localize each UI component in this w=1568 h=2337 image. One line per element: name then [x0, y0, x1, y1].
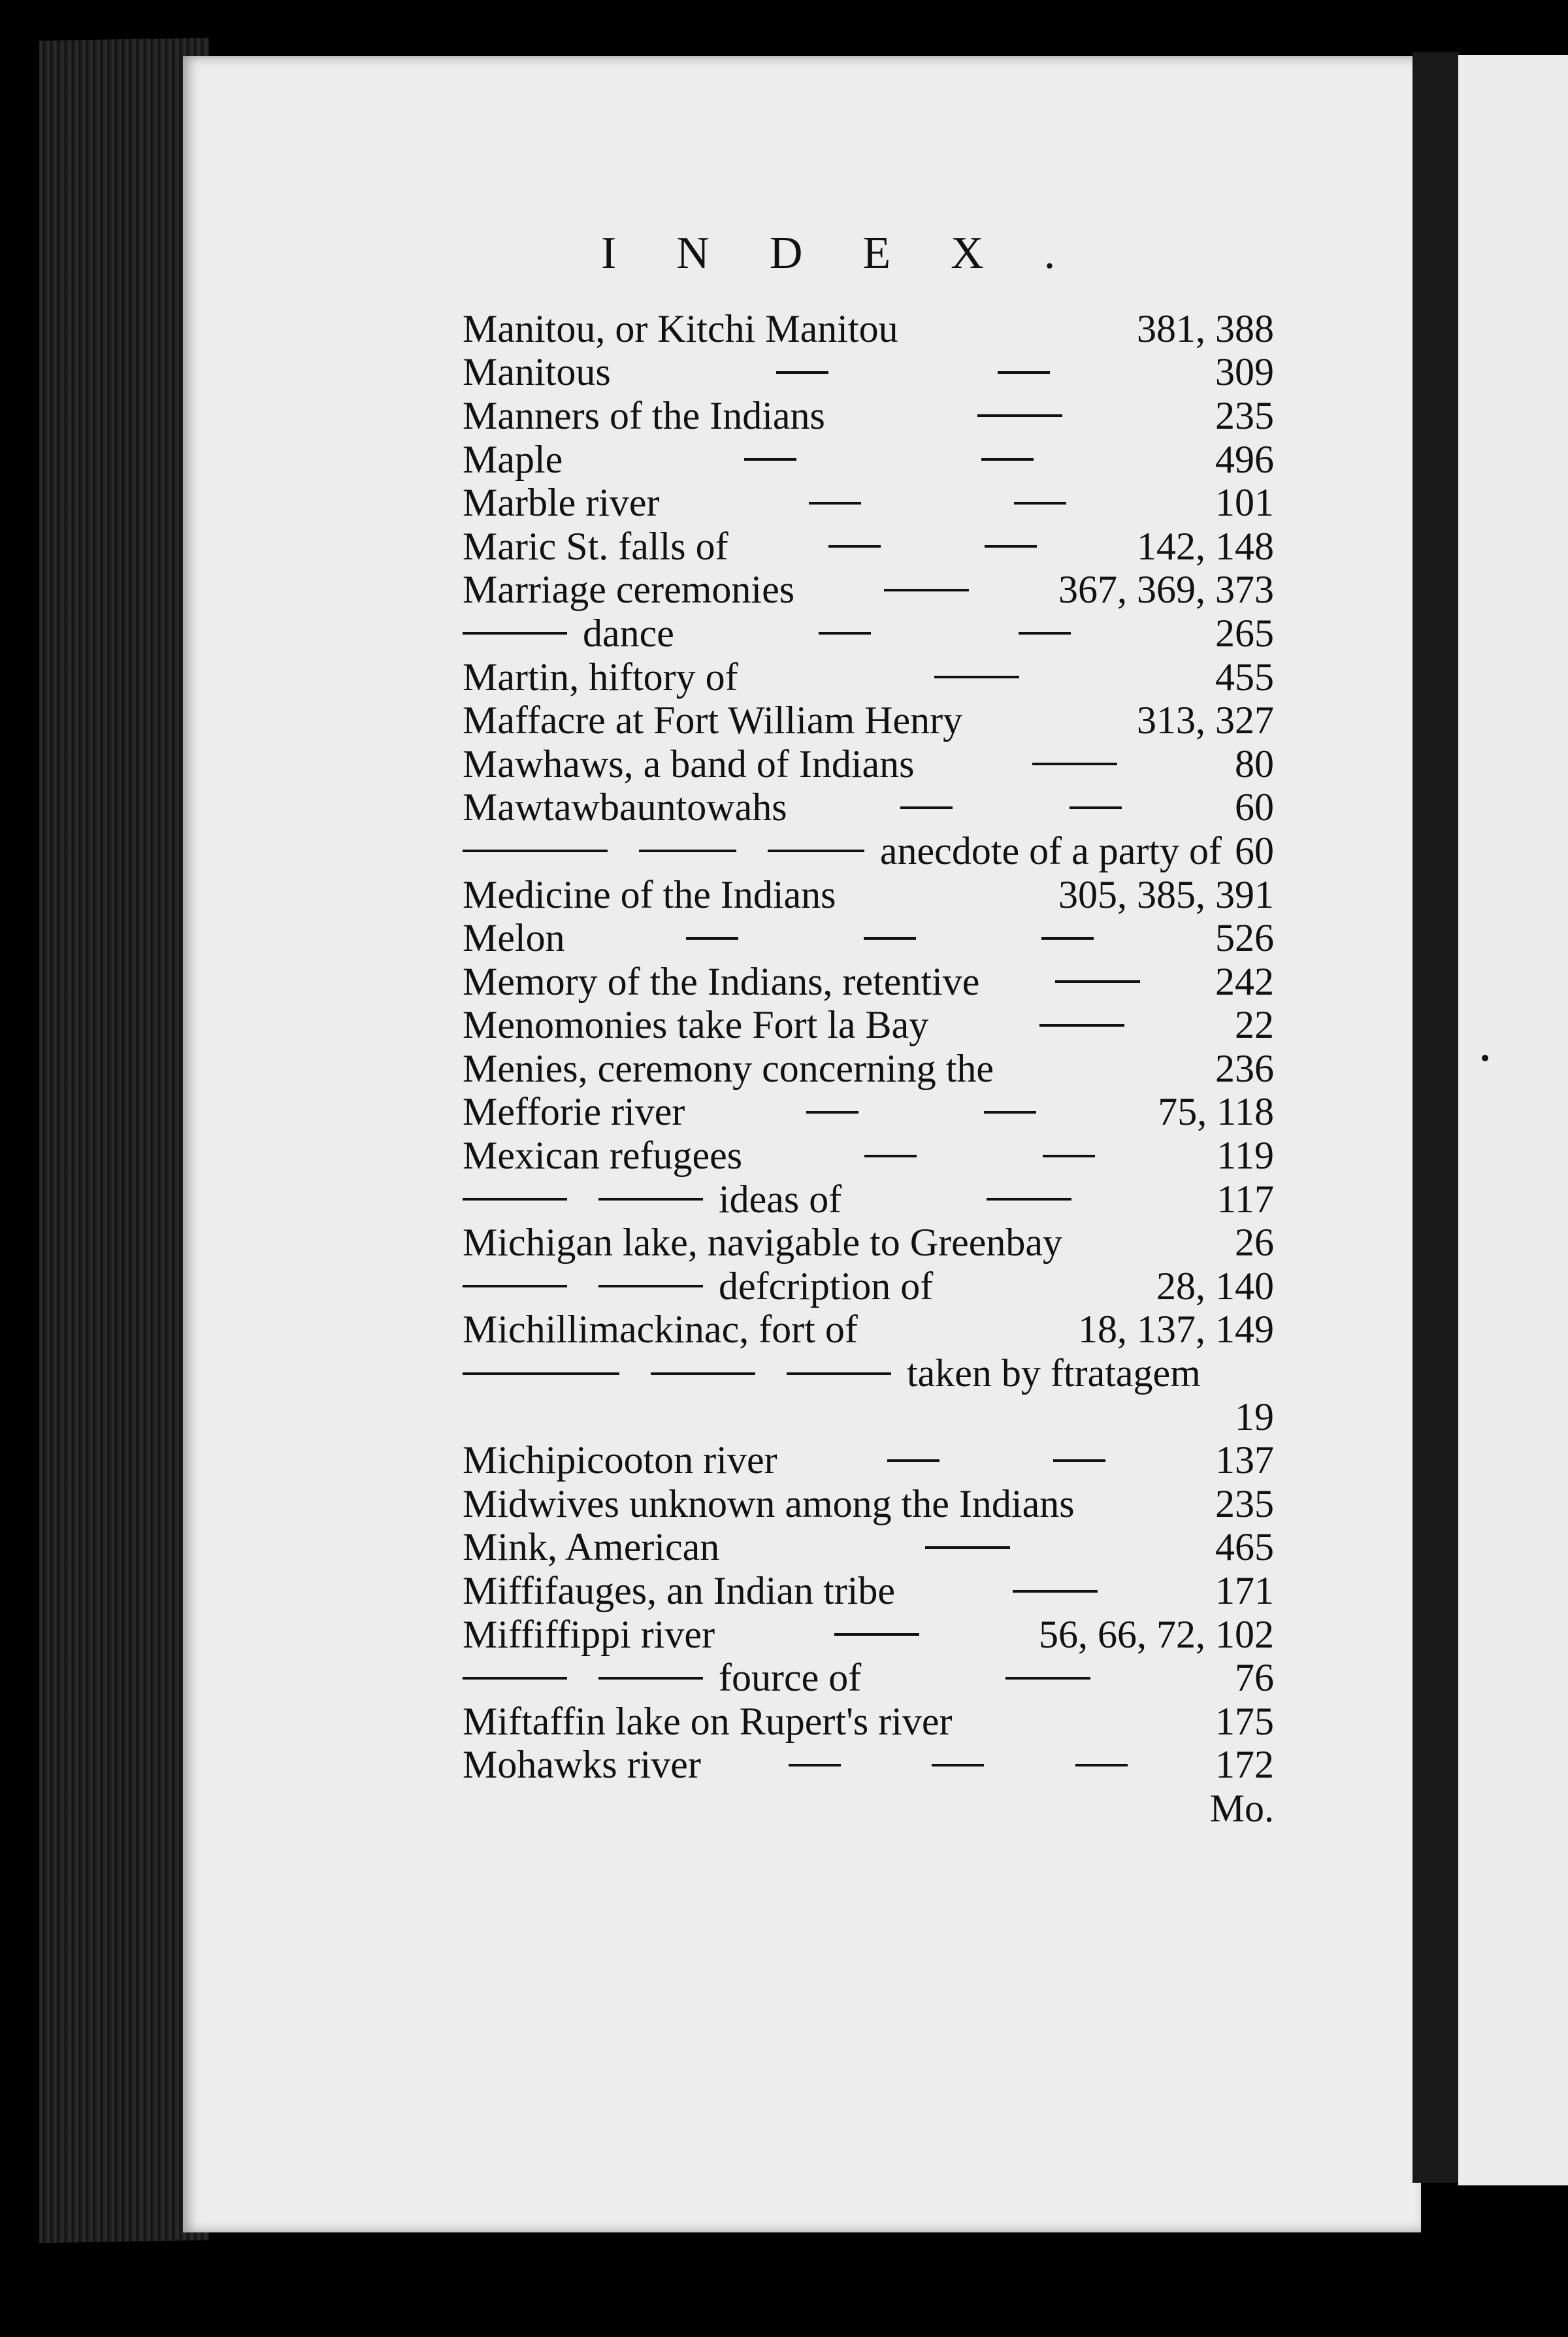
leader-dash	[834, 1633, 919, 1636]
entry-term: dance	[583, 611, 674, 655]
leader-dashes	[742, 1155, 1217, 1157]
leader-dash	[925, 1546, 1010, 1549]
repeat-rule	[768, 850, 864, 852]
index-entry	[463, 1047, 1274, 1091]
index-entry	[463, 1221, 1274, 1265]
leader-dashes	[787, 806, 1235, 809]
ink-dot	[1482, 1055, 1488, 1061]
index-entry	[463, 1526, 1274, 1570]
index-entry	[463, 438, 1274, 482]
page-numbers: 235	[1215, 393, 1274, 437]
index-entry	[463, 699, 1274, 742]
repeat-rule	[463, 1285, 567, 1287]
index-entry	[463, 916, 1274, 960]
index-entry	[463, 829, 1274, 873]
entry-term: ideas of	[719, 1177, 842, 1221]
leader-dash	[864, 937, 916, 940]
page-numbers: 171	[1215, 1569, 1274, 1613]
leader-dashes	[738, 676, 1215, 678]
leader-dash	[819, 632, 871, 635]
entry-term: Michigan lake, navigable to Greenbay	[463, 1221, 1062, 1265]
entry-term: Mefforie river	[463, 1090, 685, 1134]
page-numbers: 56, 66, 72, 102	[1039, 1612, 1274, 1656]
leader-dash	[1014, 502, 1066, 505]
index-entry	[463, 960, 1274, 1004]
leader-dashes	[728, 545, 1137, 548]
leader-dash	[932, 1764, 984, 1766]
index-entry	[463, 655, 1274, 699]
index-entry	[463, 525, 1274, 569]
index-entry	[463, 1134, 1274, 1178]
entry-term: Miffifauges, an Indian tribe	[463, 1569, 896, 1613]
index-entry	[463, 1744, 1274, 1787]
page-numbers: 75, 118	[1158, 1090, 1274, 1134]
page-numbers: 265	[1215, 611, 1274, 655]
leader-dashes	[777, 1459, 1215, 1462]
entry-term: Memory of the Indians, retentive	[463, 959, 980, 1003]
leader-dashes	[915, 763, 1235, 765]
leader-dashes	[715, 1633, 1039, 1636]
page-header: INDEX.	[601, 228, 1116, 278]
index-entry	[463, 1700, 1274, 1744]
leader-dash	[887, 1459, 939, 1462]
repeat-rule	[463, 850, 608, 852]
page-numbers: 236	[1215, 1046, 1274, 1090]
leader-dashes	[794, 589, 1058, 591]
index-entries	[463, 307, 1274, 1831]
leader-dash	[1055, 980, 1140, 983]
index-entry	[463, 1569, 1274, 1613]
repeat-rule	[651, 1372, 755, 1375]
page-numbers: 117	[1217, 1177, 1274, 1221]
page-numbers: 119	[1217, 1134, 1274, 1178]
leader-dash	[1019, 632, 1071, 635]
index-entry	[463, 307, 1274, 351]
index-entry	[463, 1178, 1274, 1221]
leader-dashes	[660, 502, 1215, 505]
leader-dash	[985, 545, 1037, 548]
entry-term: Manitou, or Kitchi Manitou	[463, 307, 898, 350]
page-numbers: 19	[1235, 1395, 1274, 1438]
page-numbers: 175	[1215, 1699, 1274, 1743]
index-entry	[463, 1351, 1274, 1395]
entry-term: Mink, American	[463, 1525, 720, 1569]
page-numbers: 60	[1235, 829, 1274, 872]
book-gutter	[1413, 52, 1458, 2183]
leader-dash	[981, 458, 1034, 461]
leader-dash	[1075, 1764, 1128, 1766]
page-numbers: 80	[1235, 742, 1274, 786]
index-entry	[463, 481, 1274, 525]
entry-term: Maric St. falls of	[463, 524, 728, 568]
page-numbers: 242	[1215, 959, 1274, 1003]
entry-term: Menomonies take Fort la Bay	[463, 1003, 929, 1047]
entry-term: Midwives unknown among the Indians	[463, 1482, 1075, 1525]
index-entry	[463, 1004, 1274, 1048]
index-entry	[463, 1395, 1274, 1439]
entry-term: Marriage ceremonies	[463, 568, 795, 612]
catchword	[463, 1787, 1274, 1831]
catchword-text: Mo.	[1209, 1786, 1274, 1830]
index-entry	[463, 1265, 1274, 1308]
repeat-rule	[639, 850, 736, 852]
entry-term: defcription of	[719, 1264, 934, 1308]
leader-dashes	[674, 632, 1215, 635]
leader-dash	[1039, 1024, 1124, 1027]
leader-dashes	[563, 458, 1215, 461]
repeat-rule	[787, 1372, 891, 1375]
entry-term: Martin, hiftory of	[463, 655, 738, 699]
index-entry	[463, 786, 1274, 830]
leader-dash	[984, 1111, 1036, 1114]
repeat-rule	[598, 1285, 703, 1287]
index-entry	[463, 612, 1274, 655]
index-entry	[463, 1308, 1274, 1352]
entry-term: Melon	[463, 916, 565, 960]
entry-term: Mawhaws, a band of Indians	[463, 742, 915, 786]
entry-term: Menies, ceremony concerning the	[463, 1046, 994, 1090]
leader-dash	[1041, 937, 1094, 940]
index-entry	[463, 873, 1274, 917]
entry-term: anecdote of a party of	[879, 829, 1222, 872]
facing-page	[1458, 55, 1568, 2185]
index-entry	[463, 569, 1274, 612]
repeat-rule	[598, 1198, 703, 1201]
leader-dash	[776, 371, 828, 374]
leader-dashes	[701, 1764, 1215, 1766]
page-numbers: 235	[1215, 1482, 1274, 1525]
page-numbers: 309	[1215, 350, 1274, 394]
entry-term: Mexican refugees	[463, 1134, 743, 1178]
leader-dashes	[861, 1677, 1235, 1680]
page-numbers: 26	[1235, 1221, 1274, 1265]
page-numbers: 28, 140	[1156, 1264, 1274, 1308]
page-numbers: 455	[1215, 655, 1274, 699]
leader-dash	[1070, 806, 1122, 809]
leader-dash	[884, 589, 969, 591]
leader-dash	[806, 1111, 858, 1114]
leader-dash	[1013, 1590, 1098, 1593]
leader-dash	[1005, 1677, 1090, 1680]
page-numbers: 101	[1215, 481, 1274, 525]
index-entry	[463, 1091, 1274, 1135]
leader-dash	[1032, 763, 1117, 765]
repeat-rule	[463, 1372, 619, 1375]
page-numbers: 465	[1215, 1525, 1274, 1569]
page-numbers: 381, 388	[1137, 307, 1274, 350]
entry-term: Miffiffippi river	[463, 1612, 715, 1656]
index-entry	[463, 1482, 1274, 1526]
entry-term: Medicine of the Indians	[463, 872, 836, 916]
repeat-rule	[463, 1677, 567, 1680]
leader-dash	[1053, 1459, 1105, 1462]
index-entry	[463, 1656, 1274, 1700]
page-numbers: 496	[1215, 437, 1274, 481]
leader-dash	[809, 502, 861, 505]
leader-dashes	[565, 937, 1215, 940]
entry-term: Mohawks river	[463, 1743, 701, 1787]
leader-dash	[828, 545, 881, 548]
page-numbers: 137	[1215, 1438, 1274, 1482]
leader-dash	[686, 937, 738, 940]
repeat-rule	[598, 1677, 703, 1680]
leader-dashes	[719, 1546, 1215, 1549]
leader-dash	[987, 1198, 1071, 1201]
entry-term: Manners of the Indians	[463, 393, 825, 437]
leader-dash	[864, 1155, 917, 1157]
leader-dashes	[685, 1111, 1158, 1114]
entry-term: Michillimackinac, fort of	[463, 1308, 858, 1351]
page-numbers: 172	[1215, 1743, 1274, 1787]
page-numbers: 305, 385, 391	[1058, 872, 1274, 916]
leader-dashes	[979, 980, 1215, 983]
index-entry	[463, 1438, 1274, 1482]
repeat-rule	[463, 632, 567, 635]
page-numbers: 142, 148	[1137, 524, 1274, 568]
leader-dash	[1043, 1155, 1095, 1157]
leader-dash	[977, 414, 1062, 417]
index-entry	[463, 742, 1274, 786]
leader-dash	[789, 1764, 841, 1766]
leader-dashes	[895, 1590, 1215, 1593]
entry-term: Maffacre at Fort William Henry	[463, 699, 963, 742]
entry-term: Michipicooton river	[463, 1438, 777, 1482]
leader-dash	[934, 676, 1019, 678]
page-numbers: 22	[1235, 1003, 1274, 1047]
leader-dashes	[611, 371, 1215, 374]
page-numbers: 526	[1215, 916, 1274, 960]
index-entry	[463, 394, 1274, 438]
index-entry	[463, 1613, 1274, 1657]
leader-dash	[900, 806, 953, 809]
leader-dashes	[825, 414, 1215, 417]
page-numbers: 76	[1235, 1656, 1274, 1700]
leader-dashes	[841, 1198, 1217, 1201]
page-numbers: 367, 369, 373	[1058, 568, 1274, 612]
leader-dashes	[928, 1024, 1235, 1027]
entry-term: Manitous	[463, 350, 611, 394]
leader-dash	[998, 371, 1050, 374]
page-numbers: 60	[1235, 786, 1274, 829]
index-entry	[463, 351, 1274, 395]
page-numbers: 18, 137, 149	[1078, 1308, 1274, 1351]
entry-term: Mawtawbauntowahs	[463, 786, 787, 829]
entry-term: taken by ftratagem	[907, 1351, 1201, 1395]
entry-term: Marble river	[463, 481, 660, 525]
repeat-rule	[463, 1198, 567, 1201]
entry-term: fource of	[719, 1656, 862, 1700]
page-numbers: 313, 327	[1137, 699, 1274, 742]
entry-term: Miftaffin lake on Rupert's river	[463, 1699, 953, 1743]
entry-term: Maple	[463, 437, 563, 481]
leader-dash	[744, 458, 796, 461]
